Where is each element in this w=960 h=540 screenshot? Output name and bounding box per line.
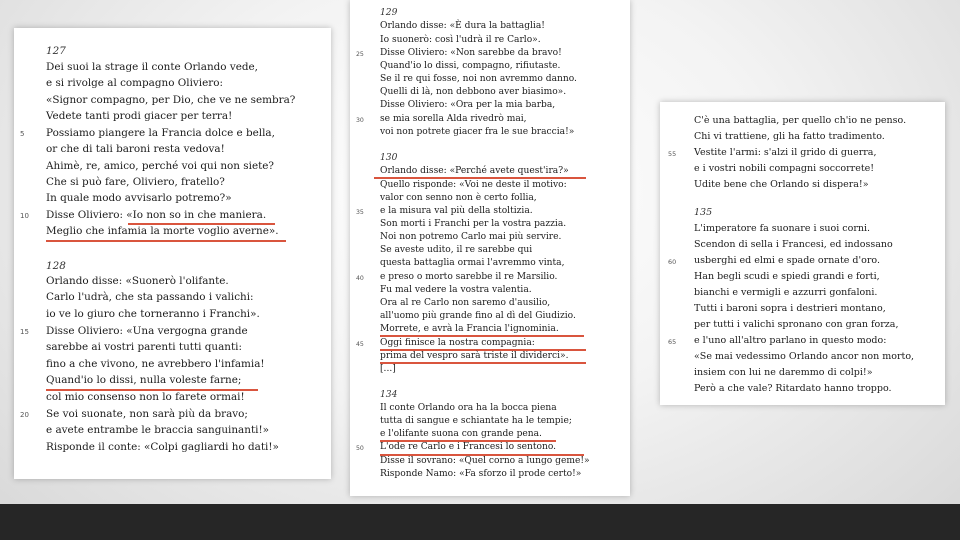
verse-line: Udite bene che Orlando si dispera!» bbox=[694, 179, 869, 190]
stanza-number: 135 bbox=[694, 207, 713, 218]
verse-line: Han begli scudi e spiedi grandi e forti, bbox=[694, 271, 880, 282]
verse-line: Ora al re Carlo non saremo d'ausilio, bbox=[380, 298, 551, 308]
line-number: 40 bbox=[356, 275, 364, 282]
verse-line: Quelli di là, non debbono aver biasimo». bbox=[380, 87, 567, 97]
verse-line: Disse Oliviero: «Io non so in che maniera. bbox=[46, 209, 267, 221]
verse-line: Risponde Namo: «Fa sforzo il prode certo!» bbox=[380, 469, 582, 479]
line-number: 35 bbox=[356, 209, 364, 216]
verse-line: se mia sorella Alda rivedrò mai, bbox=[380, 114, 527, 124]
stanza-number: 129 bbox=[380, 8, 398, 18]
verse-line: «Se mai vedessimo Orlando ancor non morto, bbox=[694, 351, 915, 362]
line-number: 55 bbox=[668, 150, 677, 158]
line-number: 20 bbox=[20, 411, 29, 419]
verse-line: usberghi ed elmi e spade ornate d'oro. bbox=[694, 255, 880, 266]
stanza-number: 127 bbox=[46, 45, 66, 57]
verse-line: Fu mal vedere la vostra valentia. bbox=[380, 285, 532, 295]
verse-line: Disse Oliviero: «Ora per la mia barba, bbox=[380, 100, 556, 110]
verse-line: voi non potrete giacer fra le sue braccia!» bbox=[380, 127, 575, 137]
verse-line: prima del vespro sarà triste il dividerci». bbox=[380, 351, 569, 361]
verse-line: Orlando disse: «Suonerò l'olifante. bbox=[46, 275, 229, 287]
verse-line: all'uomo più grande fino al dì del Giudizio. bbox=[380, 311, 576, 321]
verse-line: col mio consenso non lo farete ormai! bbox=[46, 391, 245, 403]
verse-line: Possiamo piangere la Francia dolce e bella, bbox=[46, 127, 275, 139]
highlight-underline bbox=[374, 177, 586, 179]
verse-line: Se il re qui fosse, noi non avremmo danno. bbox=[380, 74, 577, 84]
highlight-underline bbox=[128, 223, 275, 225]
verse-line: L'imperatore fa suonare i suoi corni. bbox=[694, 223, 871, 234]
stanza-number: 128 bbox=[46, 260, 66, 272]
verse-line: valor con senno non è certo follia, bbox=[380, 193, 537, 203]
verse-line: or che di tali baroni resta vedova! bbox=[46, 143, 225, 155]
book-page-center bbox=[350, 0, 630, 496]
line-number: 65 bbox=[668, 338, 677, 346]
book-page-right bbox=[660, 102, 945, 405]
book-page-left bbox=[14, 28, 331, 479]
verse-line: «Signor compagno, per Dio, che ve ne sembra? bbox=[46, 94, 296, 106]
verse-line: Quand'io lo dissi, nulla voleste farne; bbox=[46, 374, 242, 386]
verse-line: fino a che vivono, ne avrebbero l'infamia! bbox=[46, 358, 265, 370]
verse-line: bianchi e vermigli e azzurri gonfaloni. bbox=[694, 287, 878, 298]
verse-line: Son morti i Franchi per la vostra pazzia. bbox=[380, 219, 567, 229]
line-number: 45 bbox=[356, 341, 364, 348]
verse-line: Noi non potremo Carlo mai più servire. bbox=[380, 232, 562, 242]
verse-line: e i vostri nobili compagni soccorrete! bbox=[694, 163, 875, 174]
verse-line: e la misura val più della stoltizia. bbox=[380, 206, 533, 216]
verse-line: Quello risponde: «Voi ne deste il motivo: bbox=[380, 180, 567, 190]
verse-line: io ve lo giuro che torneranno i Franchi». bbox=[46, 308, 260, 320]
verse-line: e si rivolge al compagno Oliviero: bbox=[46, 77, 223, 89]
verse-line: Orlando disse: «Perché avete quest'ira?» bbox=[380, 166, 569, 176]
verse-line: Se aveste udito, il re sarebbe qui bbox=[380, 245, 533, 255]
verse-line: e l'uno all'altro parlano in questo modo: bbox=[694, 335, 887, 346]
verse-line: Se voi suonate, non sarà più da bravo; bbox=[46, 408, 248, 420]
verse-line: Vestite l'armi: s'alzi il grido di guerra, bbox=[694, 147, 877, 158]
verse-line: Carlo l'udrà, che sta passando i valichi: bbox=[46, 291, 254, 303]
verse-line: Disse Oliviero: «Una vergogna grande bbox=[46, 325, 248, 337]
stanza-number: 130 bbox=[380, 153, 398, 163]
line-number: 10 bbox=[20, 212, 29, 220]
verse-line: sarebbe ai vostri parenti tutti quanti: bbox=[46, 341, 242, 353]
verse-line: Disse il sovrano: «Quel corno a lungo geme!» bbox=[380, 456, 590, 466]
verse-line: Scendon di sella i Francesi, ed indossano bbox=[694, 239, 893, 250]
line-number: 5 bbox=[20, 130, 25, 138]
verse-line: tutta di sangue e schiantate ha le tempie; bbox=[380, 416, 572, 426]
line-number: 30 bbox=[356, 117, 364, 124]
verse-line: Io suonerò: così l'udrà il re Carlo». bbox=[380, 35, 541, 45]
verse-line: Chi vi trattiene, gli ha fatto tradimento. bbox=[694, 131, 885, 142]
verse-line: Risponde il conte: «Colpi gagliardi ho dati!» bbox=[46, 441, 279, 453]
highlight-underline bbox=[380, 362, 586, 364]
verse-line: Morrete, e avrà la Francia l'ignominia. bbox=[380, 324, 559, 334]
verse-line: In quale modo avvisarlo potremo?» bbox=[46, 192, 232, 204]
verse-line: C'è una battaglia, per quello ch'io ne penso. bbox=[694, 115, 907, 126]
verse-line: Quand'io lo dissi, compagno, rifiutaste. bbox=[380, 61, 561, 71]
highlight-underline bbox=[380, 335, 584, 337]
verse-line: Oggi finisce la nostra compagnia: bbox=[380, 338, 535, 348]
verse-line: Che si può fare, Oliviero, fratello? bbox=[46, 176, 225, 188]
stanza-number: 134 bbox=[380, 390, 398, 400]
verse-line: per tutti i valichi spronano con gran forza, bbox=[694, 319, 899, 330]
slide-footer-bar bbox=[0, 504, 960, 540]
verse-line: insiem con lui ne daremmo di colpi!» bbox=[694, 367, 873, 378]
verse-line: questa battaglia ormai l'avremmo vinta, bbox=[380, 258, 565, 268]
verse-line: [...] bbox=[380, 364, 396, 374]
verse-line: e l'olifante suona con grande pena. bbox=[380, 429, 542, 439]
line-number: 25 bbox=[356, 51, 364, 58]
verse-line: Disse Oliviero: «Non sarebbe da bravo! bbox=[380, 48, 562, 58]
verse-line: Il conte Orlando ora ha la bocca piena bbox=[380, 403, 557, 413]
verse-line: Però a che vale? Ritardato hanno troppo. bbox=[694, 383, 892, 394]
verse-line: Ahimè, re, amico, perché voi qui non siete? bbox=[46, 160, 274, 172]
verse-line: e preso o morto sarebbe il re Marsilio. bbox=[380, 272, 558, 282]
verse-line: Orlando disse: «È dura la battaglia! bbox=[380, 21, 545, 31]
line-number: 60 bbox=[668, 258, 677, 266]
line-number: 15 bbox=[20, 328, 29, 336]
verse-line: Dei suoi la strage il conte Orlando vede, bbox=[46, 61, 258, 73]
verse-line: Meglio che infamia la morte voglio averne». bbox=[46, 225, 279, 237]
verse-line: Vedete tanti prodi giacer per terra! bbox=[46, 110, 233, 122]
verse-line: Tutti i baroni sopra i destrieri montano, bbox=[694, 303, 886, 314]
line-number: 50 bbox=[356, 445, 364, 452]
highlight-underline bbox=[46, 240, 286, 242]
verse-line: L'ode re Carlo e i Francesi lo sentono. bbox=[380, 442, 557, 452]
verse-line: e avete entrambe le braccia sanguinanti!» bbox=[46, 424, 269, 436]
